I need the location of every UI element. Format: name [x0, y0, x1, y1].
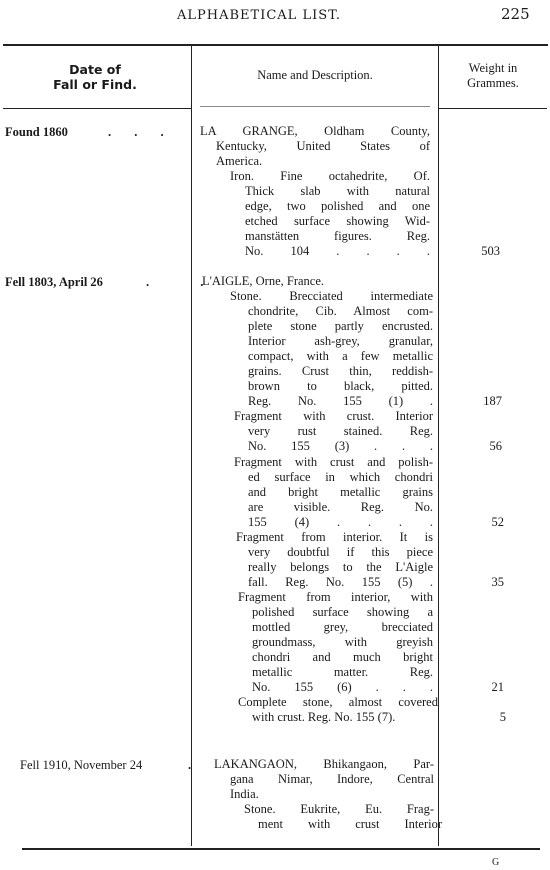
entry-line: compact, with a few metallic: [248, 349, 433, 363]
entry-line: Stone. Eukrite, Eu. Frag-: [244, 802, 434, 816]
column-heading-weight: [440, 61, 546, 91]
entry-line: Complete stone, almost covered: [238, 695, 438, 709]
column-heading-date-line2: Fall or Find.: [53, 77, 137, 92]
entry-line: really belongs to the L'Aigle: [248, 560, 433, 574]
weight-value: 56: [489, 439, 502, 453]
running-title: ALPHABETICAL LIST.: [177, 8, 342, 23]
entry-line: LAKANGAON, Bhikangaon, Par-: [214, 757, 434, 771]
entry-line: grains. Crust thin, reddish-: [248, 364, 433, 378]
entry-line: plete stone partly encrusted.: [248, 319, 433, 333]
weight-value: 52: [491, 515, 504, 529]
entry-line: LA GRANGE, Oldham County,: [200, 124, 430, 138]
weight-value: 187: [483, 394, 502, 408]
entry-line: mottled grey, brecciated: [252, 620, 433, 634]
entry-line: chondri and much bright: [252, 650, 433, 664]
entry-date-dots: .: [188, 758, 192, 772]
entry-line: fall. Reg. No. 155 (5) .: [248, 575, 433, 589]
column-heading-date: [10, 62, 180, 92]
signature-mark: G: [492, 857, 500, 868]
entry-line: No. 155 (3) . . .: [248, 439, 433, 453]
entry-date-text: Found 1860: [5, 125, 68, 139]
header-rule-left: [3, 108, 191, 109]
weight-value: 5: [499, 710, 506, 724]
header-rule-mid: [200, 106, 430, 107]
weight-value: 35: [491, 575, 504, 589]
entry-line: are visible. Reg. No.: [248, 500, 433, 514]
entry-line: etched surface showing Wid-: [245, 214, 430, 228]
entry-line: 155 (4) . . . .: [248, 515, 433, 529]
entry-line: No. 155 (6) . . .: [252, 680, 433, 694]
entry-date-dots: . . .: [108, 125, 174, 139]
entry-line: Interior ash-grey, granular,: [248, 334, 433, 348]
entry-line: metallic matter. Reg.: [252, 665, 433, 679]
entry-line: Fragment from interior. It is: [236, 530, 433, 544]
entry-line: India.: [230, 787, 259, 801]
entry-date: [5, 125, 68, 140]
header-rule-right: [439, 108, 547, 109]
top-rule: [3, 44, 548, 46]
entry-line: very rust stained. Reg.: [248, 424, 433, 438]
entry-line: edge, two polished and one: [245, 199, 430, 213]
entry-date-dots: . .: [146, 275, 228, 289]
entry-line: ment with crust Interior: [258, 817, 442, 831]
bottom-rule: [22, 848, 540, 850]
entry-line: groundmass, with greyish: [252, 635, 433, 649]
entry-line: and bright metallic grains: [248, 485, 433, 499]
column-heading-weight-line1: Weight in: [468, 61, 518, 75]
weight-value: 21: [491, 680, 504, 694]
entry-line: America.: [216, 154, 263, 168]
column-heading-name: Name and Description.: [257, 68, 373, 82]
entry-date: Fell 1803, April 26: [5, 275, 103, 289]
entry-line: polished surface showing a: [252, 605, 433, 619]
column-divider-2: [438, 46, 439, 846]
entry-line: Thick slab with natural: [245, 184, 430, 198]
entry-line: very doubtful if this piece: [248, 545, 433, 559]
entry-line: L'AIGLE, Orne, France.: [202, 274, 324, 288]
weight-value: 503: [481, 244, 500, 258]
entry-line: Fragment from interior, with: [238, 590, 433, 604]
entry-line: Iron. Fine octahedrite, Of.: [230, 169, 430, 183]
entry-line: with crust. Reg. No. 155 (7).: [252, 710, 396, 724]
entry-date: Fell 1910, November 24: [20, 758, 143, 772]
entry-line: No. 104 . . . .: [245, 244, 430, 258]
entry-line: Kentucky, United States of: [216, 139, 430, 153]
column-heading-date-line1: Date of: [69, 62, 121, 77]
column-heading-weight-line2: Grammes.: [467, 76, 519, 90]
entry-line: chondrite, Cib. Almost com-: [248, 304, 433, 318]
entry-line: manstätten figures. Reg.: [245, 229, 430, 243]
entry-line: Reg. No. 155 (1) .: [248, 394, 433, 408]
entry-line: brown to black, pitted.: [248, 379, 433, 393]
page-number: 225: [501, 5, 530, 23]
entry-line: gana Nimar, Indore, Central: [230, 772, 434, 786]
entry-line: ed surface in which chondri: [248, 470, 433, 484]
entry-line: Fragment with crust and polish-: [234, 455, 433, 469]
entry-line: Fragment with crust. Interior: [234, 409, 433, 423]
entry-line: Stone. Brecciated intermediate: [230, 289, 433, 303]
column-divider-1: [191, 46, 192, 846]
